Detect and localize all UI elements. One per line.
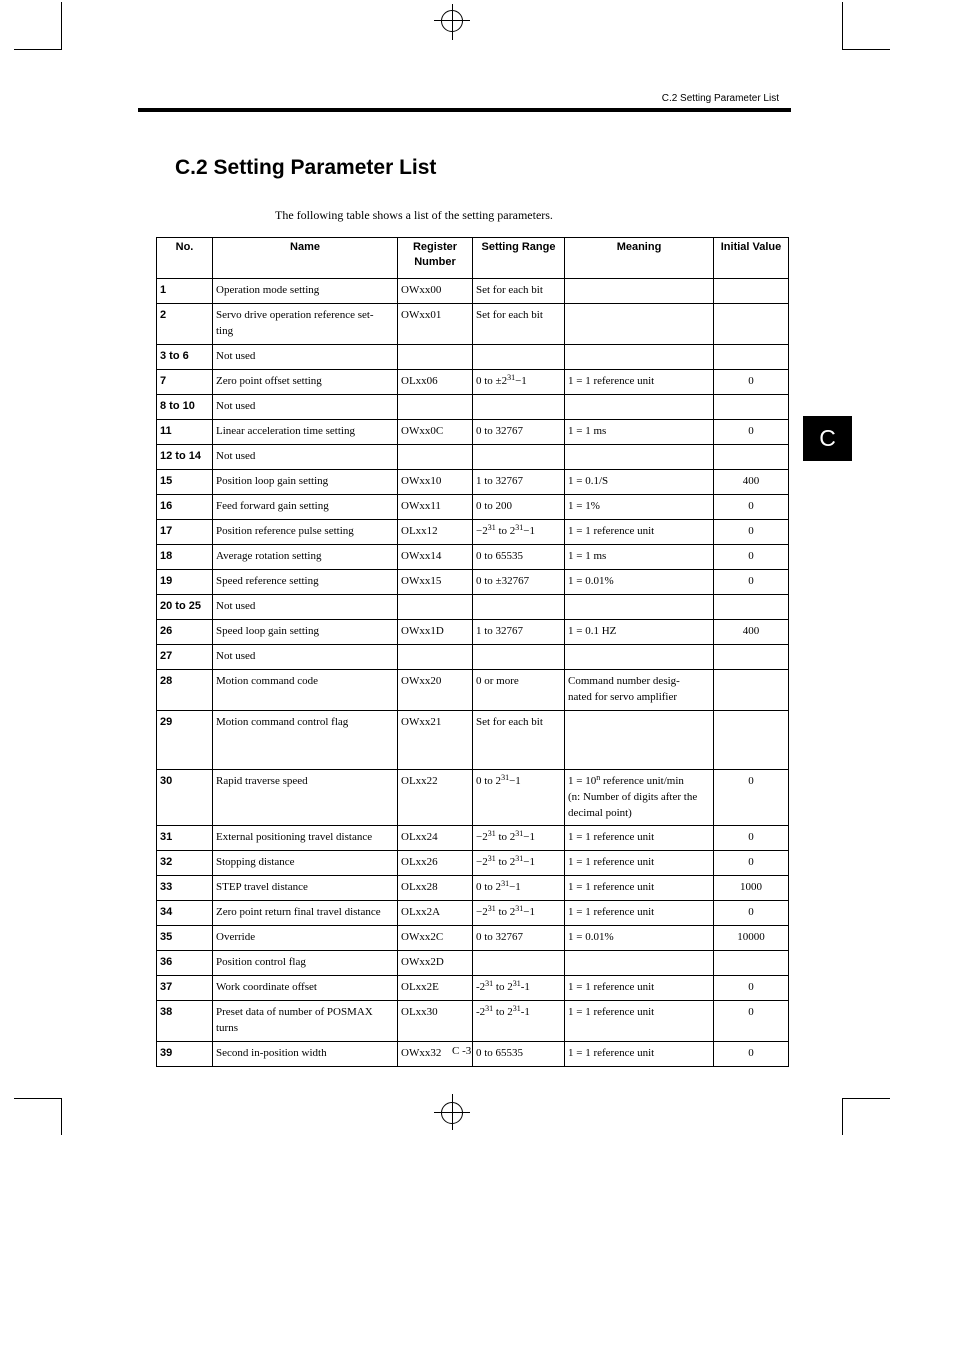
register-number: OWxx1D (398, 620, 473, 645)
meaning: 1 = 1% (565, 495, 714, 520)
table-row (157, 711, 789, 770)
param-no: 17 (157, 520, 213, 545)
initial-value (714, 711, 789, 770)
param-no: 33 (157, 876, 213, 901)
param-name: External positioning travel distance (213, 826, 398, 851)
param-name: Motion command code (213, 670, 398, 711)
register-number (398, 595, 473, 620)
table-row (157, 1042, 789, 1067)
range-exponent: 31 (501, 773, 510, 782)
param-name: Operation mode setting (213, 279, 398, 304)
param-name: Feed forward gain setting (213, 495, 398, 520)
register-number: OWxx0C (398, 420, 473, 445)
table-row (157, 595, 789, 620)
param-name: Average rotation setting (213, 545, 398, 570)
table-row (157, 670, 789, 711)
param-no: 19 (157, 570, 213, 595)
meaning (565, 445, 714, 470)
initial-value (714, 279, 789, 304)
register-number: OWxx11 (398, 495, 473, 520)
register-number (398, 445, 473, 470)
setting-range (473, 395, 565, 420)
table-row (157, 545, 789, 570)
meaning: 1 = 0.01% (565, 570, 714, 595)
setting-range (473, 595, 565, 620)
initial-value: 1000 (714, 876, 789, 901)
meaning: Command number desig- nated for servo amplifier (565, 670, 714, 711)
table-row (157, 495, 789, 520)
meaning (565, 345, 714, 370)
setting-range (473, 876, 565, 901)
table-row (157, 851, 789, 876)
param-no: 39 (157, 1042, 213, 1067)
initial-value: 10000 (714, 926, 789, 951)
param-no: 28 (157, 670, 213, 711)
param-name: Position loop gain setting (213, 470, 398, 495)
table-row (157, 420, 789, 445)
meaning-part: reference unit/min (n: Number of digits after the decimal point) (568, 775, 698, 819)
meaning: 1 = 0.1/S (565, 470, 714, 495)
meaning (565, 304, 714, 345)
param-name: Position control flag (213, 951, 398, 976)
table-header-row (157, 238, 789, 279)
initial-value: 0 (714, 420, 789, 445)
param-name: Stopping distance (213, 851, 398, 876)
intro-text: The following table shows a list of the setting parameters. (275, 208, 553, 222)
header-register (398, 238, 473, 279)
param-name: Motion command control flag (213, 711, 398, 770)
param-name: Speed loop gain setting (213, 620, 398, 645)
chapter-tab: C (803, 416, 852, 461)
range-part: −1 (509, 775, 521, 787)
register-number: OWxx20 (398, 670, 473, 711)
header-register-line1: Register (412, 241, 458, 253)
param-name: Servo drive operation reference set- ting (213, 304, 398, 345)
meaning (565, 770, 714, 826)
setting-range: 0 to 65535 (473, 545, 565, 570)
setting-range: 1 to 32767 (473, 470, 565, 495)
initial-value: 0 (714, 770, 789, 826)
table-row (157, 951, 789, 976)
meaning: 1 = 0.01% (565, 926, 714, 951)
range-part: −2 (476, 831, 488, 843)
param-no: 20 to 25 (157, 595, 213, 620)
setting-range: Set for each bit (473, 711, 565, 770)
register-number: OWxx2D (398, 951, 473, 976)
initial-value: 0 (714, 976, 789, 1001)
param-no: 32 (157, 851, 213, 876)
range-part: −1 (523, 831, 535, 843)
param-no: 8 to 10 (157, 395, 213, 420)
param-no: 7 (157, 370, 213, 395)
header-name: Name (213, 238, 398, 279)
table-row (157, 1001, 789, 1042)
meaning-exponent: n (596, 773, 601, 782)
initial-value: 0 (714, 545, 789, 570)
header-rule (138, 108, 791, 112)
setting-range: 0 to ±32767 (473, 570, 565, 595)
meaning: 1 = 1 reference unit (565, 876, 714, 901)
initial-value: 400 (714, 620, 789, 645)
param-name: Zero point return final travel distance (213, 901, 398, 926)
range-part: 0 to ±2 (476, 375, 508, 387)
meaning: 1 = 1 reference unit (565, 976, 714, 1001)
range-part: 0 to 2 (476, 775, 502, 787)
range-exponent: 31 (515, 523, 524, 532)
range-part: -1 (520, 1006, 530, 1018)
initial-value (714, 304, 789, 345)
meaning: 1 = 1 reference unit (565, 901, 714, 926)
table-row (157, 876, 789, 901)
initial-value: 0 (714, 1001, 789, 1042)
meaning: 1 = 1 ms (565, 420, 714, 445)
range-exponent: 31 (512, 979, 521, 988)
register-number: OLxx28 (398, 876, 473, 901)
param-no: 36 (157, 951, 213, 976)
initial-value: 0 (714, 570, 789, 595)
register-number (398, 645, 473, 670)
initial-value: 0 (714, 495, 789, 520)
setting-range: 1 to 32767 (473, 620, 565, 645)
range-exponent: 31 (487, 523, 496, 532)
param-no: 27 (157, 645, 213, 670)
setting-range (473, 951, 565, 976)
setting-range: 0 to 32767 (473, 420, 565, 445)
setting-range: 0 to 65535 (473, 1042, 565, 1067)
param-name: Override (213, 926, 398, 951)
meaning (565, 951, 714, 976)
setting-range (473, 520, 565, 545)
param-name: Not used (213, 645, 398, 670)
range-part: to 2 (495, 525, 516, 537)
param-no: 1 (157, 279, 213, 304)
table-row (157, 304, 789, 345)
register-number (398, 395, 473, 420)
range-part: −2 (476, 856, 488, 868)
param-no: 35 (157, 926, 213, 951)
section-title: C.2 Setting Parameter List (175, 156, 437, 179)
param-name: Work coordinate offset (213, 976, 398, 1001)
setting-parameter-table (156, 237, 789, 1067)
param-name: STEP travel distance (213, 876, 398, 901)
setting-range: 0 to 32767 (473, 926, 565, 951)
register-number: OLxx26 (398, 851, 473, 876)
register-number: OLxx30 (398, 1001, 473, 1042)
range-exponent: 31 (515, 854, 524, 863)
meaning (565, 645, 714, 670)
setting-range: 0 or more (473, 670, 565, 711)
initial-value: 0 (714, 520, 789, 545)
param-no: 37 (157, 976, 213, 1001)
meaning: 1 = 0.1 HZ (565, 620, 714, 645)
range-exponent: 31 (485, 1004, 494, 1013)
meaning: 1 = 1 reference unit (565, 520, 714, 545)
param-name: Not used (213, 395, 398, 420)
register-number: OLxx2A (398, 901, 473, 926)
table-row (157, 570, 789, 595)
range-exponent: 31 (515, 904, 524, 913)
param-name: Zero point offset setting (213, 370, 398, 395)
meaning: 1 = 1 ms (565, 545, 714, 570)
initial-value (714, 670, 789, 711)
table-body (157, 279, 789, 1067)
initial-value (714, 951, 789, 976)
param-name: Rapid traverse speed (213, 770, 398, 826)
table-row (157, 279, 789, 304)
initial-value (714, 595, 789, 620)
range-part: −2 (476, 525, 488, 537)
table-row (157, 345, 789, 370)
header-register-line2: Number (414, 256, 456, 268)
range-part: −1 (515, 375, 527, 387)
meaning: 1 = 1 reference unit (565, 1001, 714, 1042)
header-meaning: Meaning (565, 238, 714, 279)
initial-value: 0 (714, 851, 789, 876)
param-no: 12 to 14 (157, 445, 213, 470)
meaning (565, 595, 714, 620)
initial-value (714, 395, 789, 420)
range-part: −2 (476, 906, 488, 918)
param-no: 26 (157, 620, 213, 645)
table-row (157, 620, 789, 645)
table-row (157, 770, 789, 826)
register-number: OLxx24 (398, 826, 473, 851)
meaning (565, 711, 714, 770)
table-row (157, 370, 789, 395)
range-part: −1 (523, 525, 535, 537)
initial-value: 0 (714, 1042, 789, 1067)
initial-value: 0 (714, 901, 789, 926)
running-head: C.2 Setting Parameter List (661, 93, 779, 104)
setting-range (473, 345, 565, 370)
range-exponent: 31 (507, 373, 516, 382)
register-number: OWxx2C (398, 926, 473, 951)
meaning (565, 279, 714, 304)
header-no: No. (157, 238, 213, 279)
initial-value (714, 445, 789, 470)
register-number: OWxx14 (398, 545, 473, 570)
header-setting-range: Setting Range (473, 238, 565, 279)
initial-value (714, 645, 789, 670)
register-number: OLxx12 (398, 520, 473, 545)
range-part: to 2 (493, 1006, 513, 1018)
range-part: to 2 (495, 906, 516, 918)
meaning: 1 = 1 reference unit (565, 1042, 714, 1067)
range-part: -1 (520, 981, 530, 993)
meaning (565, 395, 714, 420)
range-part: -2 (476, 1006, 486, 1018)
register-number: OWxx10 (398, 470, 473, 495)
param-no: 3 to 6 (157, 345, 213, 370)
param-name: Not used (213, 345, 398, 370)
range-exponent: 31 (501, 879, 510, 888)
range-exponent: 31 (512, 1004, 521, 1013)
table-row (157, 645, 789, 670)
meaning-part: 1 = 10 (568, 775, 597, 787)
param-no: 11 (157, 420, 213, 445)
param-no: 38 (157, 1001, 213, 1042)
setting-range: 0 to 200 (473, 495, 565, 520)
register-number: OLxx06 (398, 370, 473, 395)
register-number: OLxx22 (398, 770, 473, 826)
register-number: OWxx21 (398, 711, 473, 770)
setting-range (473, 1001, 565, 1042)
range-part: −1 (509, 881, 521, 893)
register-number (398, 345, 473, 370)
setting-range: Set for each bit (473, 279, 565, 304)
setting-range (473, 976, 565, 1001)
register-number: OWxx15 (398, 570, 473, 595)
setting-range (473, 826, 565, 851)
page-number: C -3 (452, 1045, 472, 1057)
range-part: −1 (523, 856, 535, 868)
param-no: 31 (157, 826, 213, 851)
setting-range: Set for each bit (473, 304, 565, 345)
param-no: 18 (157, 545, 213, 570)
table-row (157, 445, 789, 470)
initial-value: 0 (714, 370, 789, 395)
param-name: Not used (213, 445, 398, 470)
range-part: to 2 (495, 856, 516, 868)
param-no: 34 (157, 901, 213, 926)
range-part: 0 to 2 (476, 881, 502, 893)
param-name: Linear acceleration time setting (213, 420, 398, 445)
register-number: OWxx32 (398, 1042, 473, 1067)
param-no: 30 (157, 770, 213, 826)
range-exponent: 31 (487, 854, 496, 863)
initial-value: 0 (714, 826, 789, 851)
range-part: to 2 (493, 981, 513, 993)
param-no: 2 (157, 304, 213, 345)
table-row (157, 826, 789, 851)
table-row (157, 976, 789, 1001)
setting-range (473, 645, 565, 670)
table-row (157, 520, 789, 545)
meaning: 1 = 1 reference unit (565, 370, 714, 395)
setting-range (473, 901, 565, 926)
range-exponent: 31 (515, 829, 524, 838)
param-no: 15 (157, 470, 213, 495)
table-row (157, 395, 789, 420)
param-no: 16 (157, 495, 213, 520)
table-row (157, 901, 789, 926)
setting-range (473, 370, 565, 395)
register-number: OWxx01 (398, 304, 473, 345)
range-part: to 2 (495, 831, 516, 843)
table-row (157, 926, 789, 951)
range-part: -2 (476, 981, 486, 993)
param-name: Position reference pulse setting (213, 520, 398, 545)
param-name: Preset data of number of POSMAX turns (213, 1001, 398, 1042)
initial-value: 400 (714, 470, 789, 495)
range-part: −1 (523, 906, 535, 918)
param-name: Speed reference setting (213, 570, 398, 595)
range-exponent: 31 (485, 979, 494, 988)
setting-range (473, 445, 565, 470)
register-number: OLxx2E (398, 976, 473, 1001)
param-name: Second in-position width (213, 1042, 398, 1067)
meaning: 1 = 1 reference unit (565, 826, 714, 851)
initial-value (714, 345, 789, 370)
table-row (157, 470, 789, 495)
param-no: 29 (157, 711, 213, 770)
range-exponent: 31 (487, 904, 496, 913)
range-exponent: 31 (487, 829, 496, 838)
header-initial-value: Initial Value (714, 238, 789, 279)
meaning: 1 = 1 reference unit (565, 851, 714, 876)
setting-range (473, 770, 565, 826)
param-name: Not used (213, 595, 398, 620)
setting-range (473, 851, 565, 876)
register-number: OWxx00 (398, 279, 473, 304)
